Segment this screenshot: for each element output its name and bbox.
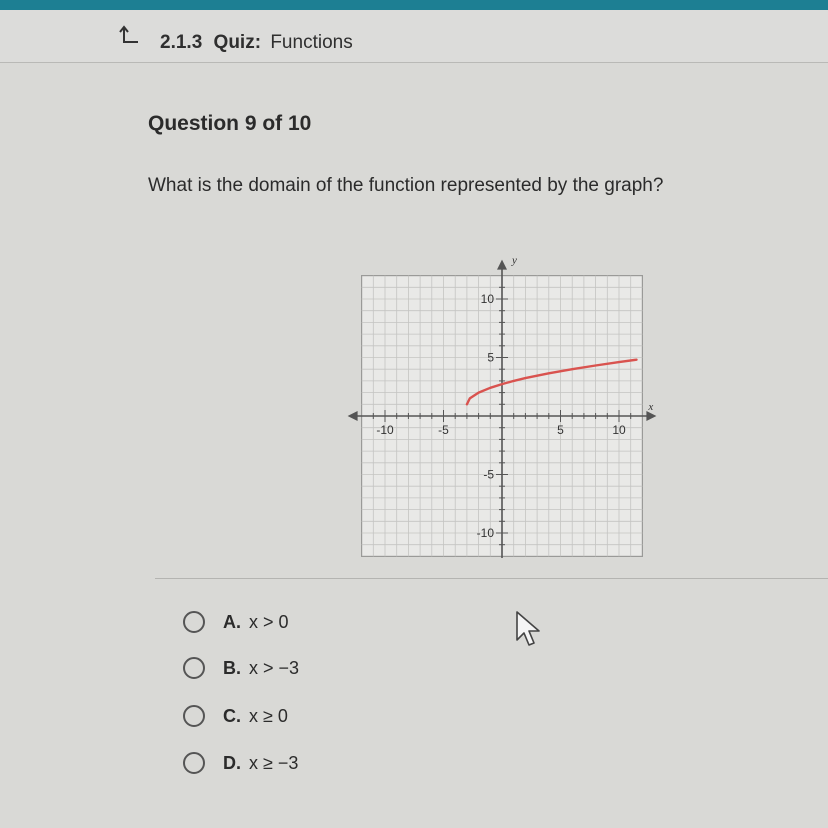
y-tick-label: -10 [476, 526, 494, 540]
y-tick-label: -5 [483, 467, 494, 482]
quiz-label: Quiz: [213, 32, 262, 53]
y-axis-label: y [512, 254, 517, 267]
option-d-text: x ≥ −3 [249, 752, 299, 773]
x-axis-label: x [648, 401, 654, 413]
quiz-number: 2.1.3 [160, 32, 203, 53]
back-arrow-icon[interactable] [118, 24, 140, 46]
radio-d[interactable] [183, 752, 205, 774]
radio-c[interactable] [183, 705, 205, 727]
option-c-text: x ≥ 0 [249, 705, 288, 726]
option-d-letter: D. [223, 752, 241, 773]
option-c-letter: C. [223, 705, 241, 726]
mouse-pointer-icon [514, 610, 544, 650]
x-tick-label: 10 [612, 423, 626, 437]
question-number: Question 9 of 10 [148, 112, 312, 135]
x-tick-label: -10 [376, 423, 394, 437]
option-a-text: x > 0 [249, 611, 289, 632]
quiz-header [0, 10, 828, 63]
top-accent-bar [0, 0, 828, 10]
option-a[interactable] [183, 607, 289, 637]
y-tick-label: 5 [487, 350, 494, 365]
breadcrumb [160, 32, 353, 54]
option-b-text: x > −3 [249, 657, 300, 678]
option-b[interactable] [183, 653, 299, 683]
option-d[interactable] [183, 748, 298, 778]
quiz-name: Functions [270, 32, 353, 53]
radio-b[interactable] [183, 657, 205, 679]
section-divider [155, 578, 828, 579]
option-a-letter: A. [223, 611, 241, 632]
x-axis-left-arrow [348, 411, 358, 421]
x-tick-label: -5 [438, 423, 449, 437]
function-graph [340, 228, 660, 558]
y-tick-label: 10 [480, 292, 494, 306]
question-prompt: What is the domain of the function represented by the graph? [148, 175, 664, 196]
y-axis-up-arrow [497, 260, 507, 270]
radio-a[interactable] [183, 611, 205, 633]
option-c[interactable] [183, 701, 288, 731]
option-b-letter: B. [223, 657, 241, 678]
x-tick-label: 5 [557, 423, 564, 437]
